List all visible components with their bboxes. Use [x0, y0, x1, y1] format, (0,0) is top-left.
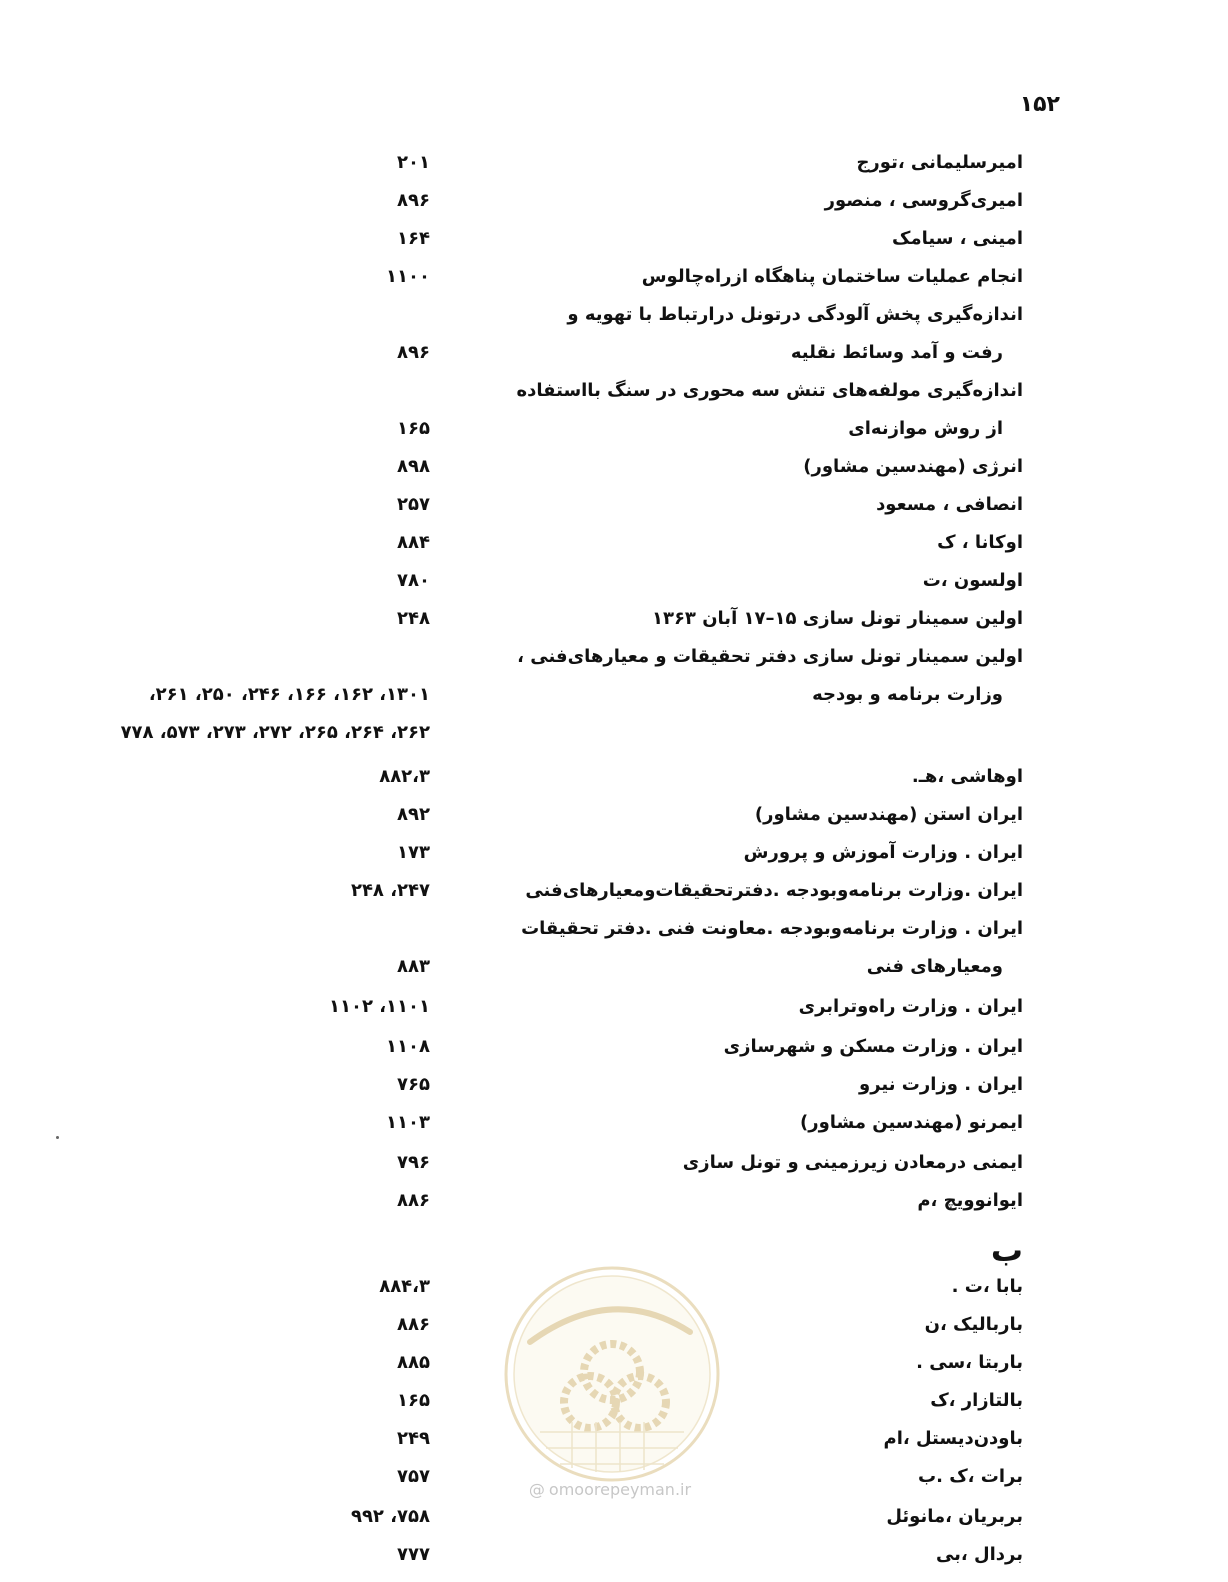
- entry-pages: ۸۹۸: [397, 456, 430, 477]
- entry-title: اندازه‌گیری پخش آلودگی درتونل درارتباط با تهویه و: [567, 304, 1023, 325]
- entry-pages: ۱۶۴: [397, 228, 430, 249]
- index-entry: [0, 376, 1228, 414]
- entry-title: ایران .وزارت برنامه‌وبودجه .دفترتحقیقات‌ومعیارهای‌فنی: [525, 880, 1023, 901]
- scan-speck: [56, 1136, 59, 1139]
- entry-pages: ۸۸۲،۳: [379, 766, 430, 787]
- entry-pages: ۷۵۷: [397, 1466, 430, 1487]
- entry-pages: ۱۱۰۱، ۱۱۰۲: [328, 996, 430, 1017]
- entry-pages: ۷۵۸، ۹۹۲: [350, 1506, 430, 1527]
- entry-title: بربریان ،مانوئل: [886, 1506, 1023, 1527]
- entry-title: ایران . وزارت نیرو: [859, 1074, 1023, 1095]
- index-entry: [0, 952, 1228, 990]
- entry-pages: ۸۸۶: [397, 1190, 430, 1211]
- entry-title: باربالیک ،ن: [924, 1314, 1023, 1335]
- entry-title: بردال ،بی: [935, 1544, 1023, 1565]
- entry-pages: ۲۴۹: [397, 1428, 430, 1449]
- entry-title: بابا ،ت .: [951, 1276, 1023, 1297]
- entry-pages: ۲۴۷، ۲۴۸: [350, 880, 430, 901]
- index-entry: [0, 1148, 1228, 1186]
- entry-pages: ۱۶۵: [397, 1390, 430, 1411]
- entry-pages: ۱۱۰۰: [386, 266, 430, 287]
- entry-title: ایمنی درمعادن زیرزمینی و تونل سازی: [682, 1152, 1023, 1173]
- entry-title: اوهاشی ،هـ.: [911, 766, 1023, 787]
- entry-pages: ۸۹۲: [397, 804, 430, 825]
- index-entry: [0, 414, 1228, 452]
- entry-title: اولین سمینار تونل سازی دفتر تحقیقات و معیارهای‌فنی ،: [517, 646, 1023, 667]
- entry-pages: ۲۵۷: [397, 494, 430, 515]
- index-entry: [0, 914, 1228, 952]
- entry-title: اولین سمینار تونل سازی ۱۵–۱۷ آبان ۱۳۶۳: [651, 608, 1023, 629]
- index-entry: [0, 876, 1228, 914]
- entry-pages: ۷۹۶: [397, 1152, 430, 1173]
- entry-title: اندازه‌گیری مولفه‌های تنش سه محوری در سنگ بااستفاده: [516, 380, 1023, 401]
- index-entry: [0, 838, 1228, 876]
- entry-title: امیری‌گروسی ، منصور: [824, 190, 1023, 211]
- index-entry: [0, 1108, 1228, 1146]
- entry-title: انرژی (مهندسین مشاور): [803, 456, 1023, 477]
- watermark-seal-icon: [500, 1262, 724, 1486]
- index-entry: [0, 490, 1228, 528]
- entry-title: انجام عملیات ساختمان پناهگاه ازراه‌چالوس: [641, 266, 1023, 287]
- entry-pages: ۱۶۵: [397, 418, 430, 439]
- index-entry: [0, 1032, 1228, 1070]
- entry-pages: ۷۶۵: [397, 1074, 430, 1095]
- index-entry: [0, 718, 1228, 756]
- entry-title: باربتا ،سی .: [916, 1352, 1023, 1373]
- entry-title: انصافی ، مسعود: [876, 494, 1023, 515]
- index-entry: [0, 800, 1228, 838]
- entry-pages: ۲۶۲، ۲۶۴، ۲۶۵، ۲۷۲، ۲۷۳، ۵۷۳، ۷۷۸: [120, 722, 430, 743]
- entry-title: امیرسلیمانی ،تورج: [856, 152, 1023, 173]
- index-entry: [0, 680, 1228, 718]
- page-number: ۱۵۲: [1019, 92, 1060, 117]
- entry-title-continuation: ومعیارهای فنی: [866, 956, 1003, 977]
- watermark: [500, 1262, 724, 1522]
- entry-pages: ۸۸۳: [397, 956, 430, 977]
- entry-title: ایران . وزارت راه‌وترابری: [798, 996, 1023, 1017]
- entry-pages: ۱۱۰۸: [386, 1036, 430, 1057]
- entry-pages: ۸۹۶: [397, 190, 430, 211]
- entry-pages: ۱۷۳: [397, 842, 430, 863]
- index-entry: [0, 604, 1228, 642]
- section-letter: ب: [990, 1231, 1023, 1269]
- index-entry: [0, 1070, 1228, 1108]
- entry-title: برات ،ک .ب: [918, 1466, 1023, 1487]
- index-entry: [0, 338, 1228, 376]
- entry-pages: ۲۰۱: [397, 152, 430, 173]
- index-entry: [0, 762, 1228, 800]
- entry-title: امینی ، سیامک: [892, 228, 1023, 249]
- entry-pages: ۸۸۴،۳: [379, 1276, 430, 1297]
- entry-title-continuation: وزارت برنامه و بودجه: [812, 684, 1003, 705]
- watermark-url: @ omoorepeyman.ir: [528, 1480, 692, 1499]
- index-entry: [0, 224, 1228, 262]
- entry-title-continuation: از روش موازنه‌ای: [848, 418, 1003, 439]
- entry-title: ایوانوویچ ،م: [917, 1190, 1023, 1211]
- entry-title: ایران . وزارت برنامه‌وبودجه .معاونت فنی .دفتر تحقیقات: [521, 918, 1023, 939]
- entry-pages: ۱۱۰۳: [386, 1112, 430, 1133]
- index-entry: [0, 300, 1228, 338]
- index-entry: [0, 566, 1228, 604]
- entry-pages: ۸۸۶: [397, 1314, 430, 1335]
- index-entry: [0, 1540, 1228, 1578]
- entry-pages: ۸۸۵: [397, 1352, 430, 1373]
- entry-title: ایران استن (مهندسین مشاور): [754, 804, 1023, 825]
- entry-pages: ۷۷۷: [397, 1544, 430, 1565]
- index-entry: [0, 528, 1228, 566]
- entry-pages: ۲۴۸: [397, 608, 430, 629]
- entry-title: ایران . وزارت مسکن و شهرسازی: [723, 1036, 1023, 1057]
- entry-title-continuation: رفت و آمد وسائط نقلیه: [790, 342, 1003, 363]
- entry-pages: ۸۹۶: [397, 342, 430, 363]
- entry-title: اوکانا ، ک: [937, 532, 1023, 553]
- entry-title: باودن‌دیستل ،ام: [883, 1428, 1023, 1449]
- index-entry: [0, 1186, 1228, 1224]
- entry-title: بالتازار ،ک: [930, 1390, 1023, 1411]
- index-entry: [0, 992, 1228, 1030]
- entry-title: اولسون ،ت: [922, 570, 1023, 591]
- entry-title: ایمرنو (مهندسین مشاور): [799, 1112, 1023, 1133]
- at-icon: @: [528, 1480, 545, 1499]
- index-entry: [0, 452, 1228, 490]
- index-entry: [0, 262, 1228, 300]
- entry-pages: ۷۸۰: [397, 570, 430, 591]
- index-entry: [0, 186, 1228, 224]
- index-entry: [0, 148, 1228, 186]
- entry-pages: ۱۳۰۱، ۱۶۲، ۱۶۶، ۲۴۶، ۲۵۰، ۲۶۱،: [148, 684, 430, 705]
- entry-title: ایران . وزارت آموزش و پرورش: [743, 842, 1023, 863]
- entry-pages: ۸۸۴: [397, 532, 430, 553]
- index-entry: [0, 642, 1228, 680]
